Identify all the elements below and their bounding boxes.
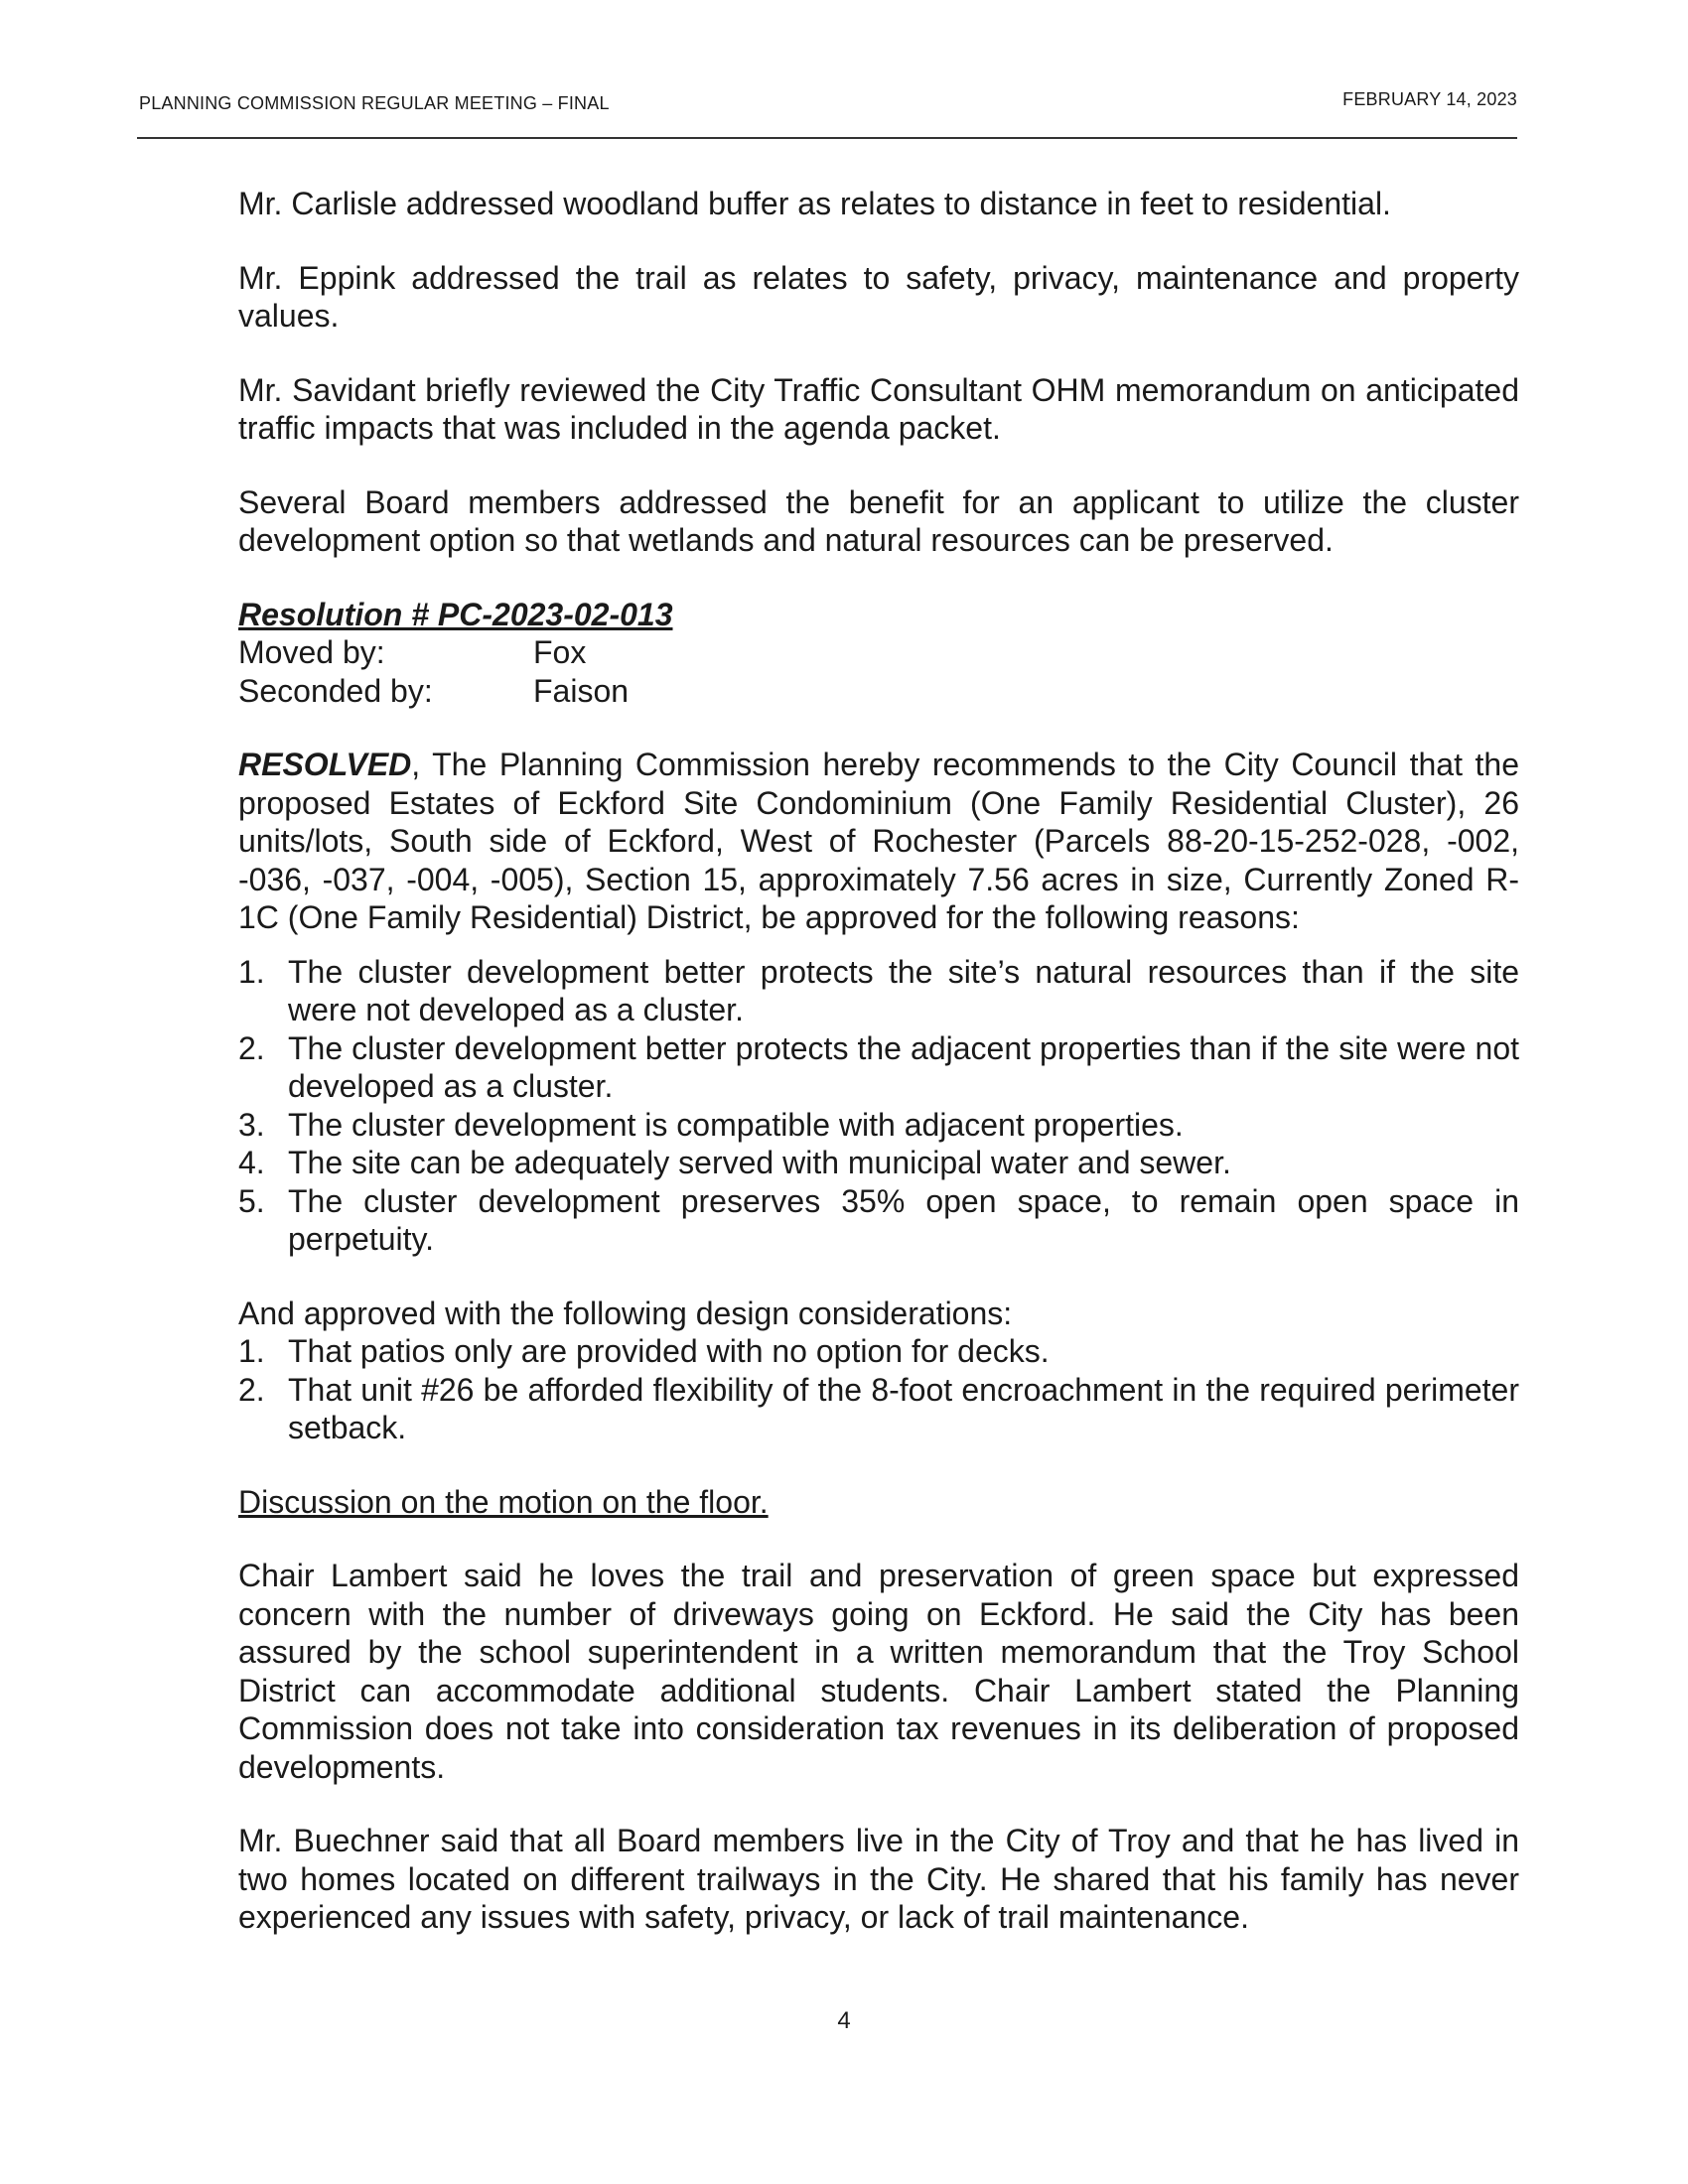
list-item [238,1182,1519,1259]
list-number: 5. [238,1182,265,1219]
list-number: 2. [238,1371,265,1408]
design-intro: And approved with the following design considerations: [238,1295,1013,1331]
paragraph-savidant: Mr. Savidant briefly reviewed the City Traffic Consultant OHM memorandum on anticipated traffic impacts that was included in the agenda packet. [238,371,1519,446]
list-item [238,1029,1519,1106]
list-number: 4. [238,1145,265,1180]
list-text: The cluster development preserves 35% open space, to remain open space in perpetuity. [288,1182,1519,1257]
paragraph-board-members: Several Board members addressed the benefit for an applicant to utilize the cluster development option so that wetlands and natural resources can be preserved. [238,483,1519,558]
list-number: 3. [238,1106,265,1143]
moved-by-row [238,633,1519,672]
list-text: The cluster development better protects the site’s natural resources than if the site were not developed as a cluster. [288,953,1519,1027]
reasons-list [238,953,1519,1259]
list-number: 1. [238,953,265,990]
design-considerations-list [238,1332,1519,1447]
list-item [238,1332,1519,1371]
list-item [238,953,1519,1029]
list-item [238,1371,1519,1447]
list-number: 1. [238,1333,265,1369]
document-body [238,185,1519,1973]
resolved-text: , The Planning Commission hereby recommends to the City Council that the proposed Estates of Eckford Site Condominium (One Family Residential Cluster), 26 units/lots, South side of Eckford, West of Rochester (Parcels 88-20-15-252-028, -002, -036, -037, -004, -005), Section 15, approximately 7.56 acres in size, Currently Zoned R-1C (One Family Residential) District, be approved for the following reasons: [238,747,1519,935]
list-text: That patios only are provided with no option for decks. [288,1333,1050,1369]
moved-by-value: Fox [533,634,587,670]
list-item [238,1144,1519,1182]
resolved-paragraph [238,746,1519,937]
list-text: The site can be adequately served with municipal water and sewer. [288,1145,1231,1180]
resolution-header [238,596,1519,711]
seconded-by-label: Seconded by: [238,672,433,709]
paragraph-eppink: Mr. Eppink addressed the trail as relates to safety, privacy, maintenance and property values. [238,259,1519,334]
seconded-by-row [238,672,1519,711]
page-header [137,87,1517,139]
page-number: 4 [837,2007,851,2034]
list-text: That unit #26 be afforded flexibility of the 8-foot encroachment in the required perimeter setback. [288,1371,1519,1445]
moved-by-label: Moved by: [238,634,385,670]
paragraph-carlisle: Mr. Carlisle addressed woodland buffer as relates to distance in feet to residential. [238,186,1391,221]
header-date: FEBRUARY 14, 2023 [1342,89,1517,109]
header-meeting-title: PLANNING COMMISSION REGULAR MEETING – FINAL [139,93,610,113]
list-text: The cluster development is compatible with adjacent properties. [288,1106,1184,1143]
seconded-by-value: Faison [533,672,630,709]
paragraph-buechner: Mr. Buechner said that all Board members live in the City of Troy and that he has lived in two homes located on different trailways in the City. He shared that his family has never experienced any issues with safety, privacy, or lack of trail maintenance. [238,1823,1519,1935]
resolution-title: Resolution # PC-2023-02-013 [238,596,673,632]
paragraph-chair-lambert: Chair Lambert said he loves the trail and preservation of green space but expressed concern with the number of driveways going on Eckford. He said the City has been assured by the school superintendent in a written memorandum that the Troy School District can accommodate additional students. Chair Lambert stated the Planning Commission does not take into consideration tax revenues in its deliberation of proposed developments. [238,1558,1519,1785]
resolved-word: RESOLVED [238,747,412,782]
list-item [238,1106,1519,1145]
list-number: 2. [238,1029,265,1066]
list-text: The cluster development better protects the adjacent properties than if the site were not developed as a cluster. [288,1029,1519,1104]
discussion-heading: Discussion on the motion on the floor. [238,1483,769,1520]
